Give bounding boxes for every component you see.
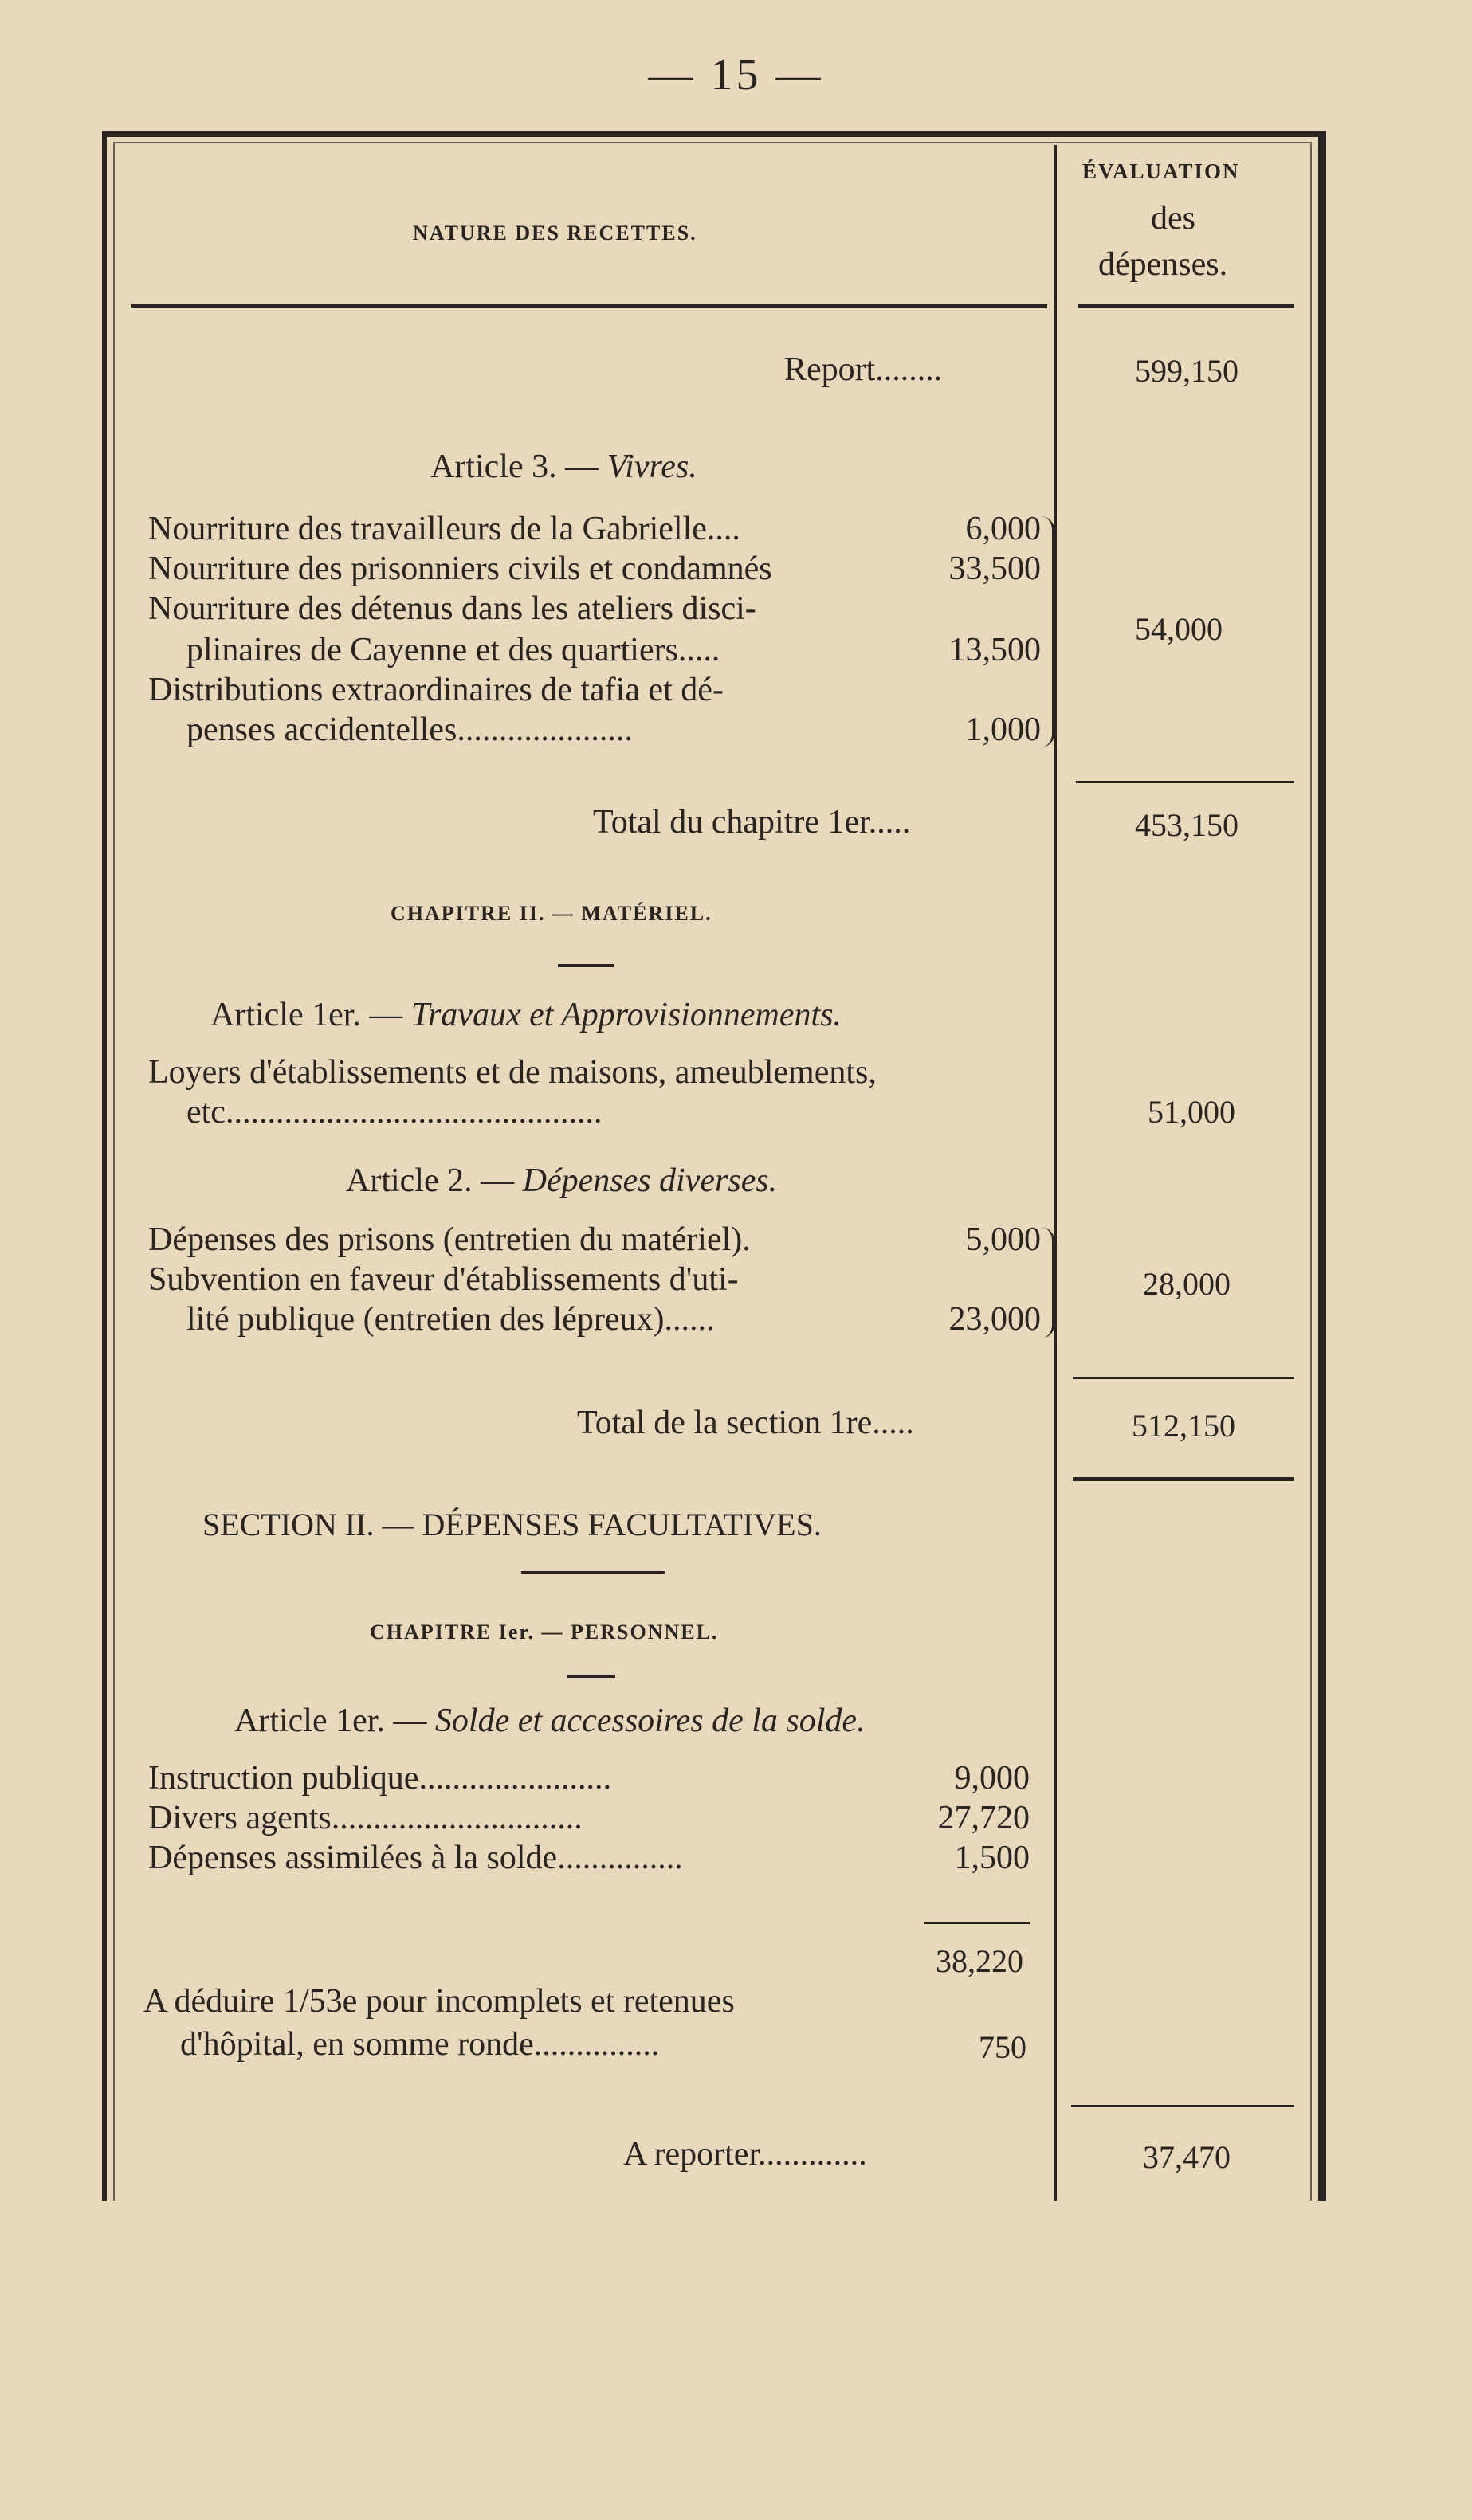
page-number: — 15 —	[648, 50, 824, 100]
subtotal-rule	[924, 1922, 1030, 1924]
rule-total-chapitre	[1076, 781, 1294, 783]
item-value: 27,720	[937, 1800, 1030, 1836]
article2-title-text: Article 2. —	[346, 1162, 515, 1199]
item-value: 33,500	[948, 551, 1041, 587]
section2-article-title	[234, 1702, 866, 1740]
rule-total-section	[1073, 1377, 1294, 1379]
article3-title-italic: Vivres.	[606, 449, 697, 485]
item-label: Nourriture des prisonniers civils et condamnés	[148, 551, 772, 587]
item-value: 5,000	[965, 1221, 1041, 1258]
chapitre2-article2-title	[346, 1162, 777, 1200]
item-label: Divers agents..............................	[148, 1800, 583, 1836]
item-label: penses accidentelles.....................	[186, 711, 633, 748]
section2-article-italic: Solde et accessoires de la solde.	[434, 1703, 866, 1739]
item-value: 6,000	[965, 511, 1041, 547]
total-chapitre-value: 453,150	[1135, 807, 1238, 843]
header-rule-right	[1078, 304, 1294, 308]
a-reporter-label: A reporter.............	[623, 2136, 867, 2173]
item-label: Nourriture des détenus dans les ateliers disci-	[148, 590, 756, 627]
item-label: Instruction publique.......................	[148, 1760, 611, 1797]
article1-title-text: Article 1er. —	[210, 997, 403, 1033]
total-section-value: 512,150	[1132, 1408, 1235, 1444]
article3-title-text: Article 3. —	[430, 449, 599, 485]
article2-total: 28,000	[1143, 1266, 1231, 1302]
deduct-value: 750	[979, 2029, 1026, 2065]
chapitre2-article1-line2: etc.............................................	[186, 1094, 603, 1131]
item-label: Dépenses des prisons (entretien du matériel).	[148, 1221, 751, 1258]
article3-title	[430, 448, 697, 486]
header-rule-left	[131, 304, 1047, 308]
a-reporter-value: 37,470	[1143, 2139, 1231, 2175]
deduct-line2: d'hôpital, en somme ronde...............	[180, 2026, 660, 2063]
header-nature: NATURE DES RECETTES.	[413, 221, 697, 245]
article2-title-italic: Dépenses diverses.	[522, 1162, 778, 1199]
item-label: plinaires de Cayenne et des quartiers.....	[186, 632, 720, 668]
item-value: 1,000	[965, 711, 1041, 748]
section2-subtotal: 38,220	[936, 1943, 1023, 1979]
header-evaluation: ÉVALUATION	[1082, 159, 1240, 183]
article3-total: 54,000	[1135, 611, 1223, 647]
section2-title: SECTION II. — DÉPENSES FACULTATIVES.	[202, 1507, 822, 1542]
chapitre2-article1-line1: Loyers d'établissements et de maisons, ameublements,	[148, 1054, 877, 1091]
section2-rule	[521, 1571, 665, 1574]
header-depenses: dépenses.	[1098, 246, 1228, 283]
item-label: Distributions extraordinaires de tafia et dé-	[148, 672, 724, 708]
item-value: 9,000	[954, 1760, 1030, 1797]
ledger-table	[102, 131, 1326, 2201]
item-value: 23,000	[948, 1301, 1041, 1338]
deduct-line1: A déduire 1/53e pour incomplets et retenues	[143, 1983, 735, 2020]
item-value: 1,500	[954, 1840, 1030, 1876]
article2-brace	[1041, 1227, 1054, 1338]
article1-title-italic: Travaux et Approvisionnements.	[410, 997, 842, 1033]
report-value: 599,150	[1135, 353, 1238, 389]
header-des: des	[1151, 200, 1195, 237]
item-label: lité publique (entretien des lépreux)......	[186, 1301, 715, 1338]
item-label: Dépenses assimilées à la solde...............	[148, 1840, 683, 1876]
item-label: Subvention en faveur d'établissements d'uti-	[148, 1261, 739, 1298]
chapitre2-title: CHAPITRE II. — MATÉRIEL.	[391, 902, 712, 925]
report-label: Report........	[784, 351, 943, 388]
total-section-label: Total de la section 1re.....	[577, 1405, 914, 1441]
chapitre2-article1-value: 51,000	[1148, 1094, 1235, 1130]
chapitre2-article1-title	[210, 996, 842, 1034]
section2-chapitre-rule	[567, 1675, 615, 1678]
column-divider	[1054, 145, 1057, 2201]
total-chapitre-label: Total du chapitre 1er.....	[593, 804, 911, 841]
chapitre2-rule	[558, 964, 614, 967]
item-label: Nourriture des travailleurs de la Gabrielle....	[148, 511, 740, 547]
section2-article-text: Article 1er. —	[234, 1703, 427, 1739]
item-value: 13,500	[948, 632, 1041, 668]
section2-chapitre-title: CHAPITRE Ier. — PERSONNEL.	[370, 1621, 719, 1644]
rule-section-end	[1073, 1477, 1294, 1481]
rule-a-reporter	[1071, 2105, 1294, 2107]
article3-brace	[1041, 516, 1054, 747]
